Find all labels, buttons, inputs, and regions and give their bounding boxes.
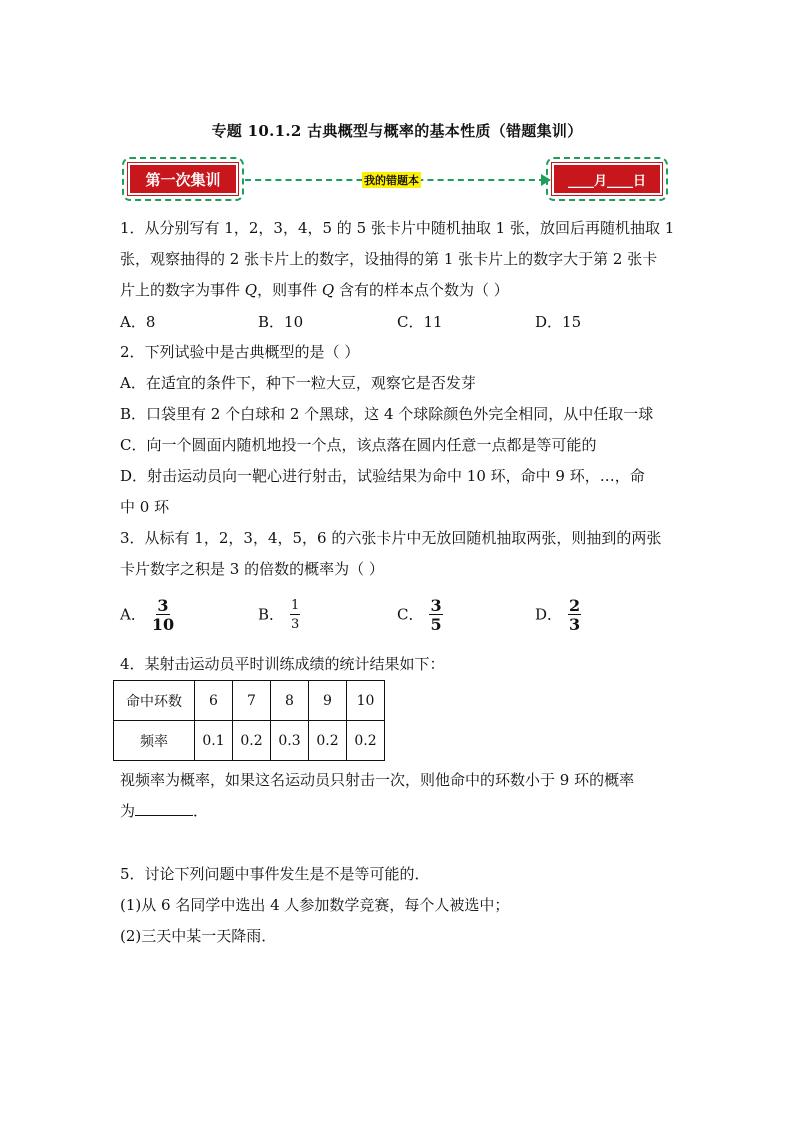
fraction-numerator: 3	[430, 596, 442, 615]
q4-after-suffix: ．	[193, 802, 209, 820]
q1-var-q-2: Q	[321, 281, 335, 299]
q1-line-3b: ，则事件	[257, 281, 322, 299]
table-cell: 0.3	[271, 721, 309, 761]
q3-line-2: 卡片数字之积是 3 的倍数的概率为（ ）	[120, 560, 384, 578]
table-cell: 8	[271, 681, 309, 721]
table-cell: 6	[195, 681, 233, 721]
q3-option-c[interactable]	[397, 597, 443, 634]
q1-line-1: 1．从分别写有 1，2，3，4，5 的 5 张卡片中随机抽取 1 张，放回后再随机抽取 1	[120, 219, 675, 237]
q3-line-1: 3．从标有 1，2，3，4，5，6 的六张卡片中无放回随机抽取两张，则抽到的两张	[120, 529, 662, 547]
q5-sub-1: (1)从 6 名同学中选出 4 人参加数学竞赛，每个人被选中；	[120, 896, 510, 914]
q1-line-3c: 含有的样本点个数为（ ）	[334, 281, 509, 299]
q4-after-line-2	[120, 801, 208, 821]
q2-option-c[interactable]: C．向一个圆面内随机地投一个点，该点落在圆内任意一点都是等可能的	[120, 436, 597, 454]
fraction-denominator: 10	[151, 615, 175, 634]
q1-var-q: Q	[244, 281, 258, 299]
q1-option-b[interactable]: B．10	[258, 313, 304, 331]
q3-option-c-label: C．	[397, 605, 424, 624]
q1-line-3	[120, 280, 509, 300]
fraction	[429, 597, 442, 634]
table-cell: 9	[309, 681, 347, 721]
q4-stem: 4．某射击运动员平时训练成绩的统计结果如下：	[120, 655, 445, 673]
date-badge: ____月____日	[552, 163, 662, 195]
q3-option-b-label: B．	[258, 605, 285, 624]
session-badge: 第一次集训	[128, 163, 238, 195]
table-cell: 7	[233, 681, 271, 721]
q1-option-a[interactable]: A．8	[120, 313, 156, 331]
q1-option-d[interactable]: D．15	[535, 313, 582, 331]
fraction-numerator: 2	[569, 596, 581, 615]
q4-after-line-1: 视频率为概率，如果这名运动员只射击一次，则他命中的环数小于 9 环的概率	[120, 771, 635, 789]
table-cell: 0.2	[309, 721, 347, 761]
fraction	[290, 597, 300, 634]
q2-stem: 2．下列试验中是古典概型的是（ ）	[120, 343, 360, 361]
q2-option-d[interactable]: D．射击运动员向一靶心进行射击，试验结果为命中 10 环，命中 9 环，…，命	[120, 467, 645, 485]
q4-after-prefix: 为	[120, 802, 136, 820]
notebook-label: 我的错题本	[364, 174, 419, 187]
q2-option-d-cont: 中 0 环	[120, 498, 170, 516]
session-badge-frame	[122, 157, 244, 201]
date-badge-frame	[546, 157, 668, 201]
q5-stem: 5．讨论下列问题中事件发生是不是等可能的．	[120, 865, 430, 883]
fraction	[568, 597, 581, 634]
q1-line-3a: 片上的数字为事件	[120, 281, 245, 299]
answer-blank[interactable]	[135, 801, 193, 816]
table-header-cell: 命中环数	[114, 681, 195, 721]
table-cell: 0.1	[195, 721, 233, 761]
fraction-numerator: 1	[291, 598, 300, 613]
q2-option-a[interactable]: A．在适宜的条件下，种下一粒大豆，观察它是否发芽	[120, 374, 476, 392]
table-cell: 10	[347, 681, 385, 721]
table-cell: 0.2	[233, 721, 271, 761]
fraction-numerator: 3	[157, 596, 169, 615]
q1-option-c[interactable]: C．11	[397, 313, 443, 331]
q2-option-b[interactable]: B．口袋里有 2 个白球和 2 个黑球，这 4 个球除颜色外完全相同，从中任取一球	[120, 405, 654, 423]
page-title: 专题 10.1.2 古典概型与概率的基本性质（错题集训）	[211, 122, 583, 140]
table-header-cell: 频率	[114, 721, 195, 761]
q3-option-d-label: D．	[535, 605, 563, 624]
q1-line-2: 张，观察抽得的 2 张卡片上的数字，设抽得的第 1 张卡片上的数字大于第 2 张卡	[120, 250, 658, 268]
q3-option-d[interactable]	[535, 597, 581, 634]
table-row	[114, 681, 385, 721]
table-cell: 0.2	[347, 721, 385, 761]
q3-option-b[interactable]	[258, 597, 300, 634]
fraction-denominator: 5	[430, 615, 442, 634]
fraction	[152, 597, 174, 634]
score-frequency-table	[113, 680, 385, 761]
table-row	[114, 721, 385, 761]
fraction-denominator: 3	[569, 615, 581, 634]
q3-option-a-label: A．	[120, 605, 146, 624]
q3-option-a[interactable]	[120, 597, 174, 634]
fraction-denominator: 3	[291, 617, 300, 632]
q5-sub-2: (2)三天中某一天降雨．	[120, 927, 277, 945]
